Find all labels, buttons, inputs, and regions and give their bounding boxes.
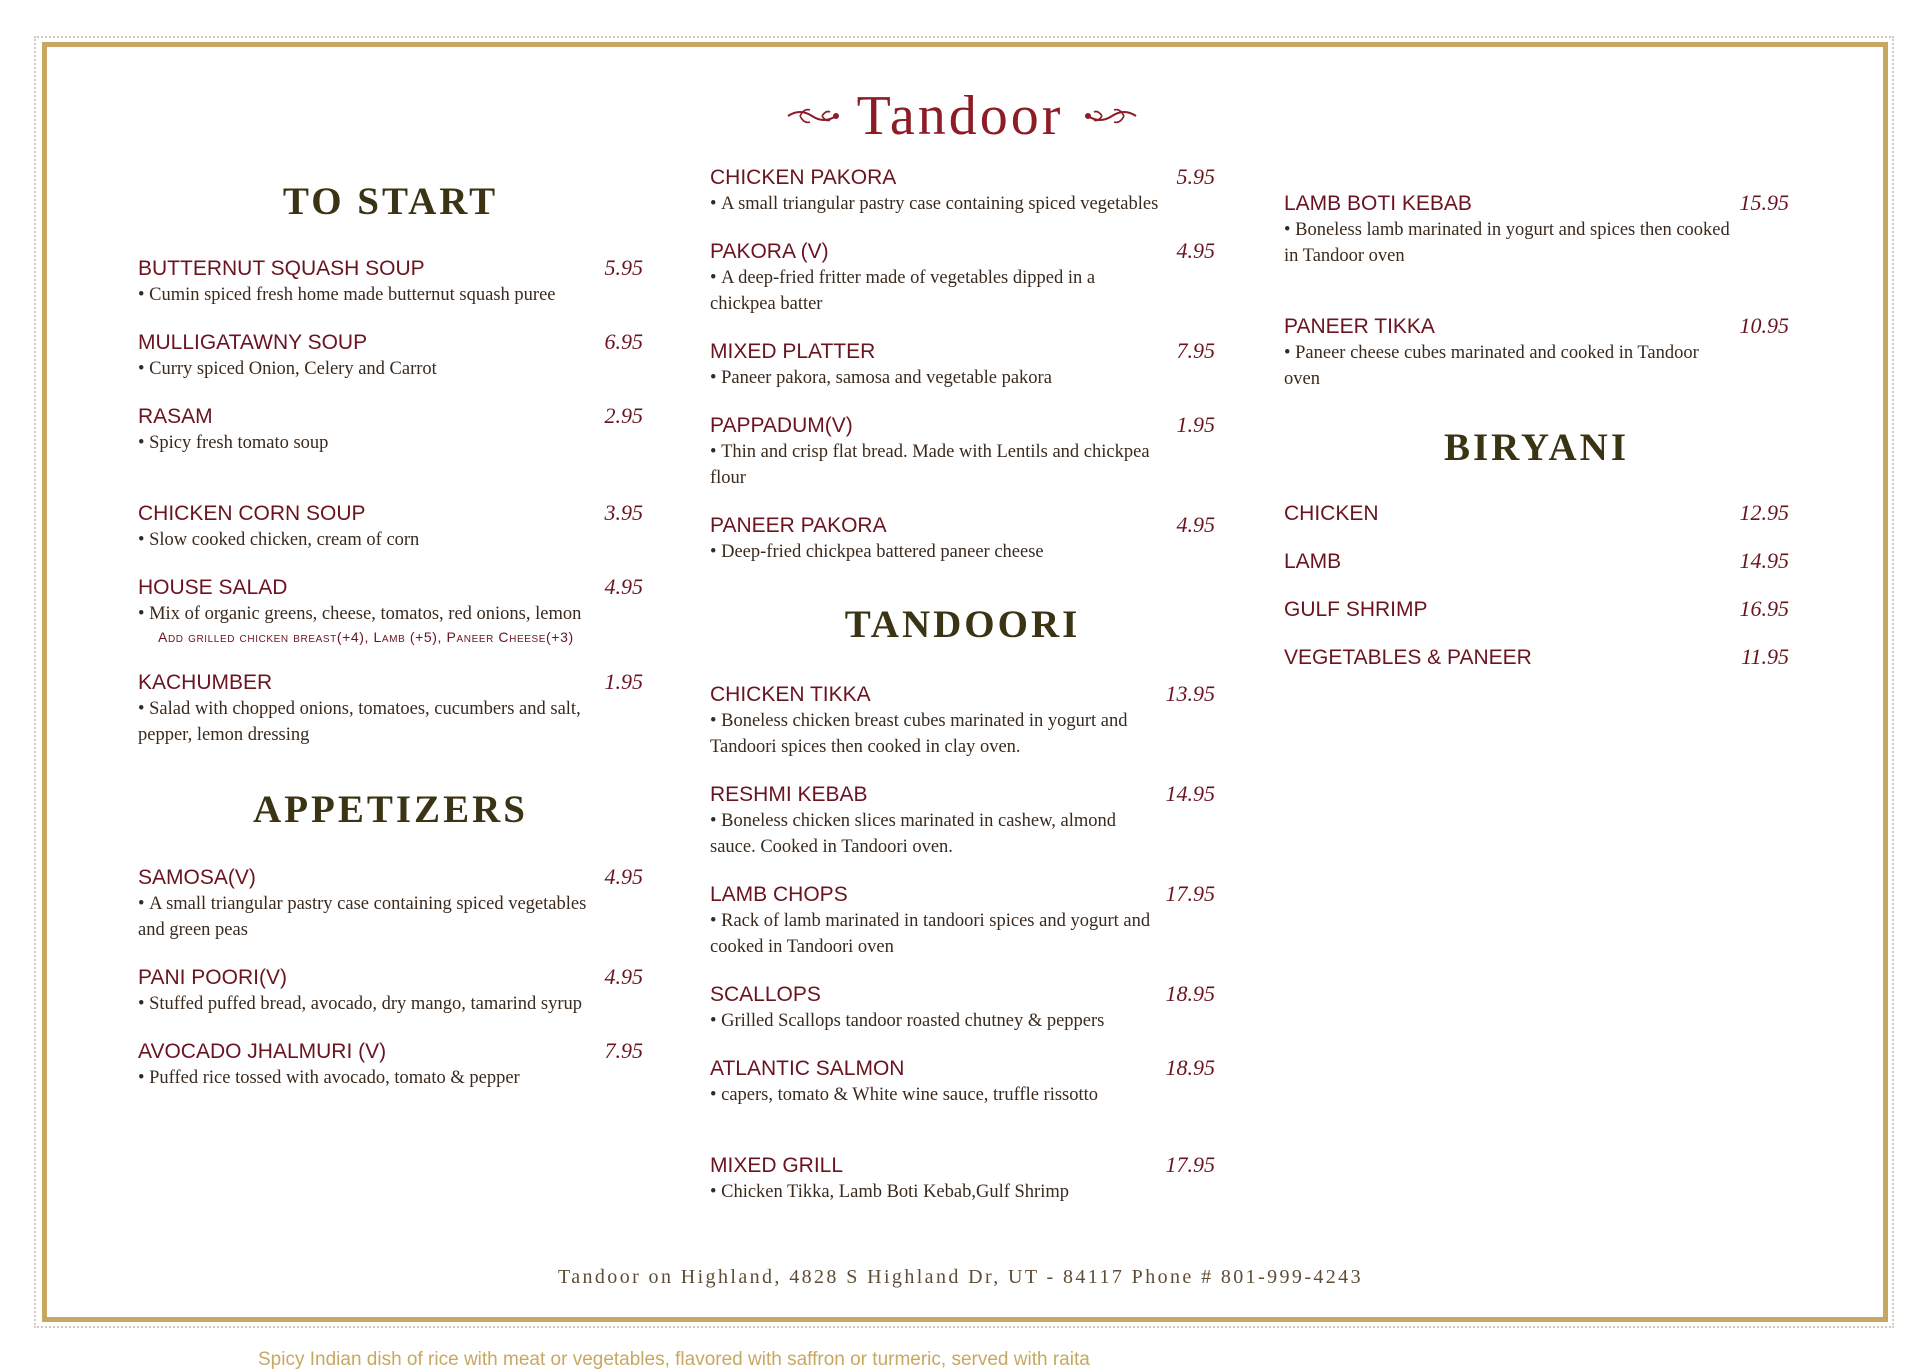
- menu-item: [138, 574, 643, 648]
- biryani-description-overflow: Spicy Indian dish of rice with meat or vegetables, flavored with saffron or turmeric, served with raita: [258, 1349, 1090, 1370]
- menu-item-description: • Boneless lamb marinated in yogurt and spices then cooked in Tandoor oven: [1284, 217, 1734, 269]
- section-title-tandoori: TANDOORI: [844, 603, 1081, 646]
- menu-item: [710, 412, 1215, 491]
- menu-item-price: 4.95: [1176, 238, 1215, 263]
- menu-item-price: 4.95: [604, 574, 643, 599]
- menu-item-price: 4.95: [604, 864, 643, 889]
- menu-item-name: PANEER TIKKA: [1284, 315, 1435, 338]
- menu-item-description: • Curry spiced Onion, Celery and Carrot: [138, 356, 588, 382]
- section-title-biryani: BIRYANI: [1443, 426, 1630, 469]
- menu-item: [1284, 596, 1789, 623]
- menu-item: [710, 164, 1215, 217]
- menu-item-description: • A small triangular pastry case containing spiced vegetables and green peas: [138, 891, 588, 943]
- menu-item-price: 1.95: [604, 669, 643, 694]
- menu-item: [710, 681, 1215, 760]
- menu-item-description: • Spicy fresh tomato soup: [138, 430, 588, 456]
- menu-item-name: RESHMI KEBAB: [710, 783, 868, 806]
- menu-item-price: 14.95: [1739, 548, 1789, 573]
- menu-item: [710, 781, 1215, 860]
- menu-item-price: 17.95: [1165, 1152, 1215, 1177]
- menu-item-description: • Chicken Tikka, Lamb Boti Kebab,Gulf Shrimp: [710, 1179, 1160, 1205]
- menu-item: [138, 255, 643, 308]
- menu-item-name: BUTTERNUT SQUASH SOUP: [138, 257, 425, 280]
- menu-item-name: PANI POORI(V): [138, 966, 287, 989]
- menu-item-name: SAMOSA(V): [138, 866, 256, 889]
- ornament-right-icon: [1082, 104, 1138, 128]
- menu-column-right: [1284, 190, 1789, 671]
- menu-item-description: • capers, tomato & White wine sauce, truffle rissotto: [710, 1082, 1160, 1108]
- menu-item-name: LAMB: [1284, 550, 1342, 573]
- menu-item-price: 16.95: [1739, 596, 1789, 621]
- menu-item: [710, 981, 1215, 1034]
- menu-item: [710, 512, 1215, 565]
- menu-item-price: 2.95: [604, 403, 643, 428]
- menu-item-name: CHICKEN PAKORA: [710, 166, 897, 189]
- menu-item-name: PAPPADUM(V): [710, 414, 853, 437]
- menu-item-description: • Boneless chicken breast cubes marinated in yogurt and Tandoori spices then cooked in clay oven.: [710, 708, 1160, 760]
- menu-item-description: • A deep-fried fritter made of vegetables dipped in a chickpea batter: [710, 265, 1160, 317]
- menu-item-price: 12.95: [1739, 500, 1789, 525]
- menu-item-price: 11.95: [1741, 644, 1789, 669]
- menu-item-description: • Slow cooked chicken, cream of corn: [138, 527, 588, 553]
- menu-item: [710, 338, 1215, 391]
- menu-item-description: • Stuffed puffed bread, avocado, dry mango, tamarind syrup: [138, 991, 588, 1017]
- menu-column-middle: [710, 164, 1215, 1205]
- menu-item-description: • Cumin spiced fresh home made butternut squash puree: [138, 282, 588, 308]
- menu-item: [710, 238, 1215, 317]
- menu-item-name: MIXED GRILL: [710, 1154, 844, 1177]
- menu-item-price: 3.95: [604, 500, 643, 525]
- menu-item-name: VEGETABLES & PANEER: [1284, 646, 1532, 669]
- menu-item-price: 18.95: [1165, 1055, 1215, 1080]
- menu-item-name: KACHUMBER: [138, 671, 273, 694]
- menu-item-name: ATLANTIC SALMON: [710, 1057, 905, 1080]
- menu-item-name: LAMB BOTI KEBAB: [1284, 192, 1472, 215]
- menu-item-description: • Grilled Scallops tandoor roasted chutney & peppers: [710, 1008, 1160, 1034]
- menu-item-name: GULF SHRIMP: [1284, 598, 1428, 621]
- menu-column-left: [138, 178, 643, 1091]
- menu-item: [710, 1055, 1215, 1108]
- menu-item-description: • Salad with chopped onions, tomatoes, cucumbers and salt, pepper, lemon dressing: [138, 696, 588, 748]
- menu-item-name: MULLIGATAWNY SOUP: [138, 331, 368, 354]
- menu-item-price: 5.95: [604, 255, 643, 280]
- menu-item: [1284, 190, 1789, 269]
- section-title-to-start: TO START: [282, 180, 499, 223]
- restaurant-address-footer: Tandoor on Highland, 4828 S Highland Dr, UT - 84117 Phone # 801-999-4243: [558, 1266, 1363, 1288]
- menu-item-price: 4.95: [1176, 512, 1215, 537]
- menu-item-name: LAMB CHOPS: [710, 883, 848, 906]
- menu-item-name: SCALLOPS: [710, 983, 821, 1006]
- menu-item: [710, 881, 1215, 960]
- menu-item-name: RASAM: [138, 405, 213, 428]
- menu-item-price: 17.95: [1165, 881, 1215, 906]
- menu-item: [138, 864, 643, 943]
- menu-item-description: • Boneless chicken slices marinated in cashew, almond sauce. Cooked in Tandoori oven.: [710, 808, 1160, 860]
- menu-item: [1284, 644, 1789, 671]
- menu-item: [1284, 500, 1789, 527]
- menu-item-price: 13.95: [1165, 681, 1215, 706]
- menu-item: [138, 1038, 643, 1091]
- menu-item-price: 7.95: [604, 1038, 643, 1063]
- menu-item-name: CHICKEN TIKKA: [710, 683, 871, 706]
- menu-item-description: • Mix of organic greens, cheese, tomatos, red onions, lemon: [138, 601, 588, 627]
- menu-item: [138, 500, 643, 553]
- menu-item-addon-note: Add grilled chicken breast(+4), Lamb (+5), Paneer Cheese(+3): [158, 629, 574, 645]
- menu-item-price: 6.95: [604, 329, 643, 354]
- menu-item-price: 18.95: [1165, 981, 1215, 1006]
- menu-item-name: CHICKEN: [1284, 502, 1379, 525]
- menu-item-description: • Thin and crisp flat bread. Made with Lentils and chickpea flour: [710, 439, 1160, 491]
- menu-item-price: 1.95: [1176, 412, 1215, 437]
- menu-item-description: • Puffed rice tossed with avocado, tomato & pepper: [138, 1065, 588, 1091]
- menu-item: [1284, 313, 1789, 392]
- menu-item-description: • Paneer pakora, samosa and vegetable pakora: [710, 365, 1160, 391]
- menu-item: [138, 669, 643, 748]
- menu-item-description: • Rack of lamb marinated in tandoori spices and yogurt and cooked in Tandoori oven: [710, 908, 1160, 960]
- menu-item: [138, 329, 643, 382]
- menu-item-name: CHICKEN CORN SOUP: [138, 502, 366, 525]
- menu-item-price: 14.95: [1165, 781, 1215, 806]
- menu-item: [710, 1152, 1215, 1205]
- menu-item-name: PANEER PAKORA: [710, 514, 887, 537]
- menu-item-name: MIXED PLATTER: [710, 340, 876, 363]
- menu-item-description: • Deep-fried chickpea battered paneer cheese: [710, 539, 1160, 565]
- menu-item-description: • A small triangular pastry case containing spiced vegetables: [710, 191, 1160, 217]
- menu-item-description: • Paneer cheese cubes marinated and cooked in Tandoor oven: [1284, 340, 1734, 392]
- menu-item-price: 10.95: [1739, 313, 1789, 338]
- restaurant-name: Tandoor: [856, 85, 1064, 147]
- menu-item-price: 15.95: [1739, 190, 1789, 215]
- menu-item-name: AVOCADO JHALMURI (V): [138, 1040, 387, 1063]
- menu-item: [138, 403, 643, 456]
- menu-item: [138, 964, 643, 1017]
- menu-item-price: 5.95: [1176, 164, 1215, 189]
- menu-item-price: 4.95: [604, 964, 643, 989]
- menu-item-name: HOUSE SALAD: [138, 576, 288, 599]
- menu-item: [1284, 548, 1789, 575]
- section-title-appetizers: APPETIZERS: [253, 788, 528, 831]
- menu-item-price: 7.95: [1176, 338, 1215, 363]
- menu-item-name: PAKORA (V): [710, 240, 829, 263]
